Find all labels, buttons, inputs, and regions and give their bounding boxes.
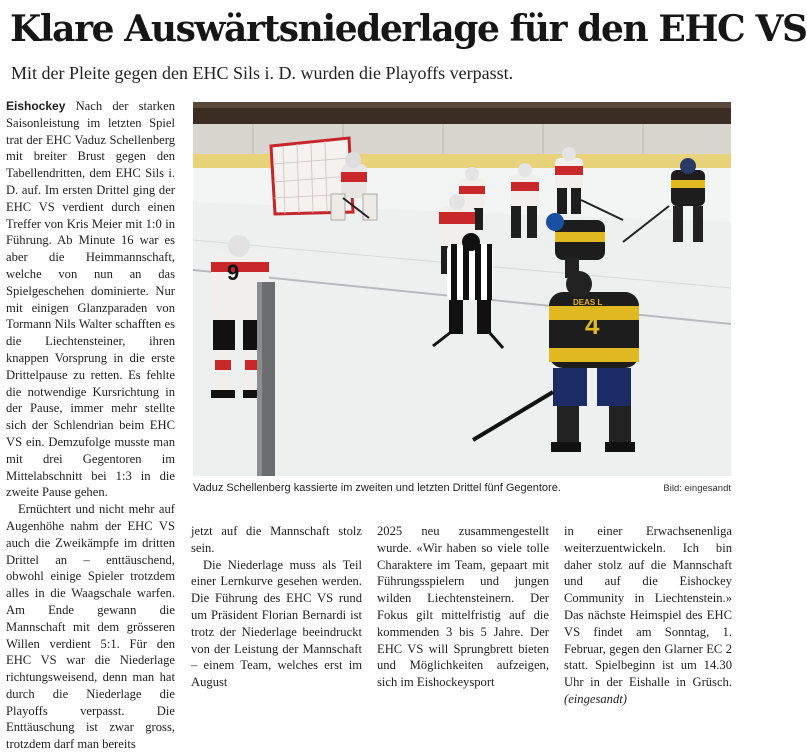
article-column-2 — [191, 523, 362, 693]
paragraph-text: in einer Erwachsenenliga weiterzuentwickeln. Ich bin daher stolz auf die Mannschaft und auf die Eishockey Community in Liechtenstein.» Das nächste Heimspiel des EHC VS findet am Sonntag, 1. Februar, gegen den Glarner EC 2 statt. Spielbeginn ist um 14.30 Uhr in der Eishalle in Grüsch. — [564, 524, 732, 690]
article-column-1 — [6, 98, 175, 752]
jersey-number: 4 — [585, 310, 600, 340]
subheadline: Mit der Pleite gegen den EHC Sils i. D. wurden die Playoffs verpasst. — [11, 63, 514, 83]
jersey-name: DEAS L — [573, 298, 603, 307]
hockey-photo — [193, 102, 731, 476]
paragraph-text: Nach der starken Saisonleistung im letzten Spiel trat der EHC Vaduz Schellenberg mit breiter Brust gegen den Tabellendritten, dem EHC Sils i. D. auf. Im ersten Drittel ging der EHC VS verdient durch einen Treffer von Kris Meier mit 1:0 in Führung. Ab Minute 16 war es aber die Heimmannschaft, welche von nun an das Spielgeschehen dominierte. Nur mit einigen Glanzparaden von Tormann Nils Walter schafften es die Liechtensteiner, ihren knappen Vorsprung in die erste Drittelpause zu retten. Es fehlte die notwendige Kursrichtung in der Pause, immer mehr stellte sich der Schlendrian beim EHC VS ein. Demzufolge musste man mit drei Gegentoren im Mittelabschnitt bei 1:3 in die zweite Pause gehen. — [6, 99, 175, 500]
paragraph: jetzt auf die Mannschaft stolz sein. — [191, 524, 362, 555]
author-signature: (eingesandt) — [564, 691, 627, 706]
paragraph: 2025 neu zusammengestellt wurde. «Wir haben so viele tolle Charaktere im Team, gepaart mit Führungsspielern und jungen wilden Liechtensteinern. Der Fokus gilt mittelfristig auf die kommenden 3 bis 5 Jahre. Der EHC VS will Sprungbrett bieten und Möglichkeiten aufzeigen, sich im Eishockeysport — [377, 524, 549, 690]
kicker: Eishockey — [6, 99, 66, 113]
paragraph — [564, 523, 732, 708]
photo-caption: Vaduz Schellenberg kassierte im zweiten und letzten Drittel fünf Gegentore. — [193, 482, 561, 494]
paragraph: Ernüchtert und nicht mehr auf Augenhöhe nahm der EHC VS auch die Zweikämpfe im dritten Drittel an – enttäuschend, obwohl einige Spieler trotzdem alles in die Waagschale warfen. Am Ende gewann die Mannschaft mit dem grösseren Willen verdient 5:1. Für den EHC VS war die Niederlage richtungsweisend, denn man hat durch die Niederlage die Playoffs verpasst. Die Enttäuschung ist zwar gross, trotzdem darf man bereits — [6, 502, 175, 752]
paragraph: Die Niederlage muss als Teil einer Lernkurve gesehen werden. Die Führung des EHC VS rund um Präsident Florian Bernardi ist trotz der Niederlage beeindruckt von der Leistung der Mannschaft – einem Team, welches erst im August — [191, 557, 362, 690]
photo-credit: Bild: eingesandt — [663, 483, 731, 494]
jersey-number: 9 — [227, 260, 240, 285]
paragraph — [6, 98, 175, 501]
article-column-4 — [564, 523, 732, 706]
article-column-3 — [377, 523, 549, 693]
headline: Klare Auswärtsniederlage für den EHC VS — [10, 8, 807, 50]
